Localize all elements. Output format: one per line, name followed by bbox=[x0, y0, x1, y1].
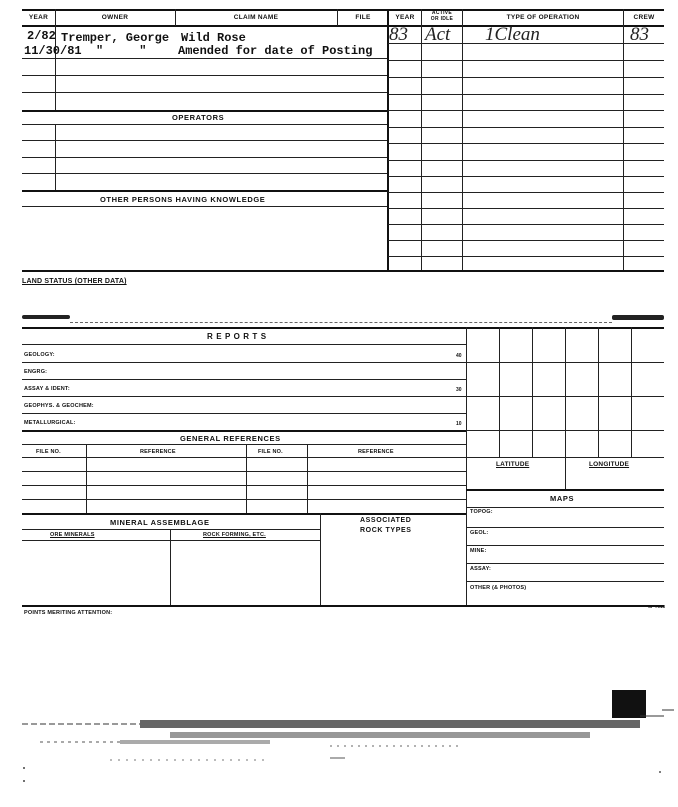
latitude-label: LATITUDE bbox=[496, 461, 530, 468]
mineral-col-line bbox=[320, 513, 321, 605]
mineral-line bbox=[22, 540, 320, 541]
active-label: ACTIVE bbox=[431, 10, 453, 16]
reports-line bbox=[22, 362, 466, 363]
header-divider bbox=[55, 9, 56, 26]
scan-streak bbox=[120, 740, 270, 744]
report-metallurgical: METALLURGICAL: bbox=[24, 420, 76, 426]
crew-column-line bbox=[623, 26, 624, 270]
col-header-claim-name: CLAIM NAME bbox=[233, 14, 279, 21]
map-other: OTHER (& PHOTOS) bbox=[470, 585, 527, 591]
reports-line bbox=[22, 396, 466, 397]
ore-minerals-header: ORE MINERALS bbox=[50, 532, 95, 538]
col-header-year-2: YEAR bbox=[395, 14, 415, 21]
top-table-bottom-line bbox=[22, 270, 664, 272]
right-row-line bbox=[388, 176, 664, 177]
associated-rock-types-1: ASSOCIATED bbox=[360, 517, 412, 524]
col-header-owner: OWNER bbox=[101, 14, 129, 21]
land-status-label: LAND STATUS (OTHER DATA) bbox=[22, 278, 127, 285]
report-geology-num: 40 bbox=[456, 353, 462, 359]
scan-dot bbox=[23, 767, 25, 769]
maps-line bbox=[466, 581, 664, 582]
associated-rock-types-2: ROCK TYPES bbox=[360, 527, 412, 534]
reports-heading: R E P O R T S bbox=[207, 332, 267, 341]
col-header-crew: CREW bbox=[633, 14, 655, 21]
general-refs-top-line bbox=[22, 430, 466, 432]
report-assay-num: 30 bbox=[456, 387, 462, 393]
reports-top-border bbox=[22, 327, 664, 329]
refs-line bbox=[22, 444, 466, 445]
ref-header-file-no: FILE NO. bbox=[36, 449, 61, 455]
right-row-line bbox=[388, 240, 664, 241]
maps-heading: MAPS bbox=[550, 494, 575, 503]
owner-row-1-year: 2/82 bbox=[27, 29, 56, 43]
coord-grid-line-h bbox=[466, 396, 664, 397]
ref-header-reference-2: REFERENCE bbox=[358, 449, 394, 455]
report-geology: GEOLOGY: bbox=[24, 352, 55, 358]
maps-line bbox=[466, 507, 664, 508]
right-row-line bbox=[388, 127, 664, 128]
header-divider bbox=[337, 9, 338, 26]
maps-line bbox=[466, 563, 664, 564]
coord-grid-line-h bbox=[466, 362, 664, 363]
reports-line bbox=[22, 413, 466, 414]
coord-grid-line bbox=[631, 327, 632, 457]
header-divider bbox=[623, 9, 624, 26]
right-row-line bbox=[388, 224, 664, 225]
owner-row-1-claim: Wild Rose bbox=[181, 31, 246, 45]
right-row-line bbox=[388, 256, 664, 257]
row-line bbox=[22, 157, 387, 158]
refs-col-line bbox=[246, 444, 247, 514]
row-line bbox=[22, 92, 387, 93]
operators-top-line bbox=[22, 110, 387, 112]
refs-line bbox=[22, 471, 466, 472]
refs-line bbox=[22, 499, 466, 500]
right-row-line bbox=[388, 208, 664, 209]
header-divider bbox=[175, 9, 176, 26]
refs-line bbox=[22, 485, 466, 486]
col-header-active-or-idle bbox=[422, 10, 462, 22]
row-line bbox=[22, 206, 387, 207]
or-idle-label: OR IDLE bbox=[430, 16, 454, 22]
scan-mark bbox=[612, 315, 664, 320]
refs-line bbox=[22, 457, 466, 458]
mineral-top-line bbox=[22, 513, 466, 515]
row-line bbox=[22, 58, 387, 59]
scan-dot bbox=[23, 780, 25, 782]
right-row-line bbox=[388, 60, 664, 61]
report-assay: ASSAY & IDENT: bbox=[24, 386, 70, 392]
row-line bbox=[22, 75, 387, 76]
col-header-year: YEAR bbox=[28, 14, 49, 21]
header-bottom-border bbox=[22, 25, 664, 27]
header-divider bbox=[462, 9, 463, 26]
type-column-line bbox=[462, 26, 463, 270]
owner-row-2-claim: Amended for date of Posting bbox=[178, 44, 373, 58]
main-column-divider bbox=[387, 9, 389, 271]
ref-header-file-no-2: FILE NO. bbox=[258, 449, 283, 455]
coord-grid-line-h bbox=[466, 457, 664, 458]
report-engrg: ENGRG: bbox=[24, 369, 48, 375]
rock-forming-header: ROCK FORMING, ETC. bbox=[203, 532, 266, 538]
reports-line bbox=[22, 344, 466, 345]
points-meriting-attention: POINTS MERITING ATTENTION: bbox=[24, 610, 113, 616]
owner-row-2-owner: " " bbox=[96, 44, 147, 58]
other-persons-heading: OTHER PERSONS HAVING KNOWLEDGE bbox=[100, 195, 266, 204]
scan-block bbox=[612, 690, 646, 718]
row-line bbox=[22, 173, 387, 174]
coord-grid-line bbox=[532, 327, 533, 457]
scan-streak bbox=[140, 720, 640, 728]
top-border bbox=[22, 9, 664, 11]
activity-year: 83 bbox=[389, 24, 408, 45]
col-header-file: FILE bbox=[355, 14, 371, 21]
maps-line bbox=[466, 527, 664, 528]
right-row-line bbox=[388, 77, 664, 78]
map-assay: ASSAY: bbox=[470, 566, 492, 572]
right-row-line bbox=[388, 143, 664, 144]
general-references-heading: GENERAL REFERENCES bbox=[180, 434, 281, 443]
form-number: SF 7018 bbox=[648, 604, 666, 609]
reports-bottom-line bbox=[22, 605, 664, 607]
maps-top-line bbox=[466, 489, 664, 491]
map-mine: MINE: bbox=[470, 548, 487, 554]
activity-active: Act bbox=[425, 24, 451, 45]
refs-col-line bbox=[86, 444, 87, 514]
scan-streak bbox=[170, 732, 590, 738]
owner-row-1-owner: Tremper, George bbox=[61, 31, 170, 45]
operators-heading: OPERATORS bbox=[172, 113, 225, 122]
map-geol: GEOL: bbox=[470, 530, 489, 536]
right-row-line bbox=[388, 160, 664, 161]
row-line bbox=[22, 140, 387, 141]
right-row-line bbox=[388, 192, 664, 193]
header-divider bbox=[421, 9, 422, 26]
activity-type: 1Clean bbox=[485, 24, 540, 45]
mineral-line bbox=[22, 529, 320, 530]
other-persons-top-line bbox=[22, 190, 387, 192]
maps-line bbox=[466, 545, 664, 546]
active-column-line bbox=[421, 26, 422, 270]
scan-dot bbox=[659, 771, 661, 773]
mineral-assemblage-heading: MINERAL ASSEMBLAGE bbox=[110, 518, 210, 527]
report-metallurgical-num: 10 bbox=[456, 421, 462, 427]
map-topog: TOPOG: bbox=[470, 509, 493, 515]
coord-grid-line-h bbox=[466, 430, 664, 431]
activity-crew: 83 bbox=[630, 24, 649, 45]
scan-noise bbox=[0, 680, 678, 807]
owner-row-2-year: 11/30/81 bbox=[24, 44, 82, 58]
scan-mark bbox=[22, 315, 70, 319]
refs-col-line bbox=[307, 444, 308, 514]
col-header-type-of-operation: TYPE OF OPERATION bbox=[506, 14, 580, 21]
right-row-line bbox=[388, 110, 664, 111]
coord-grid-line bbox=[499, 327, 500, 457]
longitude-label: LONGITUDE bbox=[589, 461, 630, 468]
scan-line bbox=[70, 322, 612, 323]
row-line bbox=[22, 124, 387, 125]
coord-grid-line bbox=[565, 327, 566, 490]
coord-grid-line bbox=[598, 327, 599, 457]
reports-line bbox=[22, 379, 466, 380]
right-row-line bbox=[388, 94, 664, 95]
report-geophys: GEOPHYS. & GEOCHEM: bbox=[24, 403, 94, 409]
ref-header-reference: REFERENCE bbox=[140, 449, 176, 455]
